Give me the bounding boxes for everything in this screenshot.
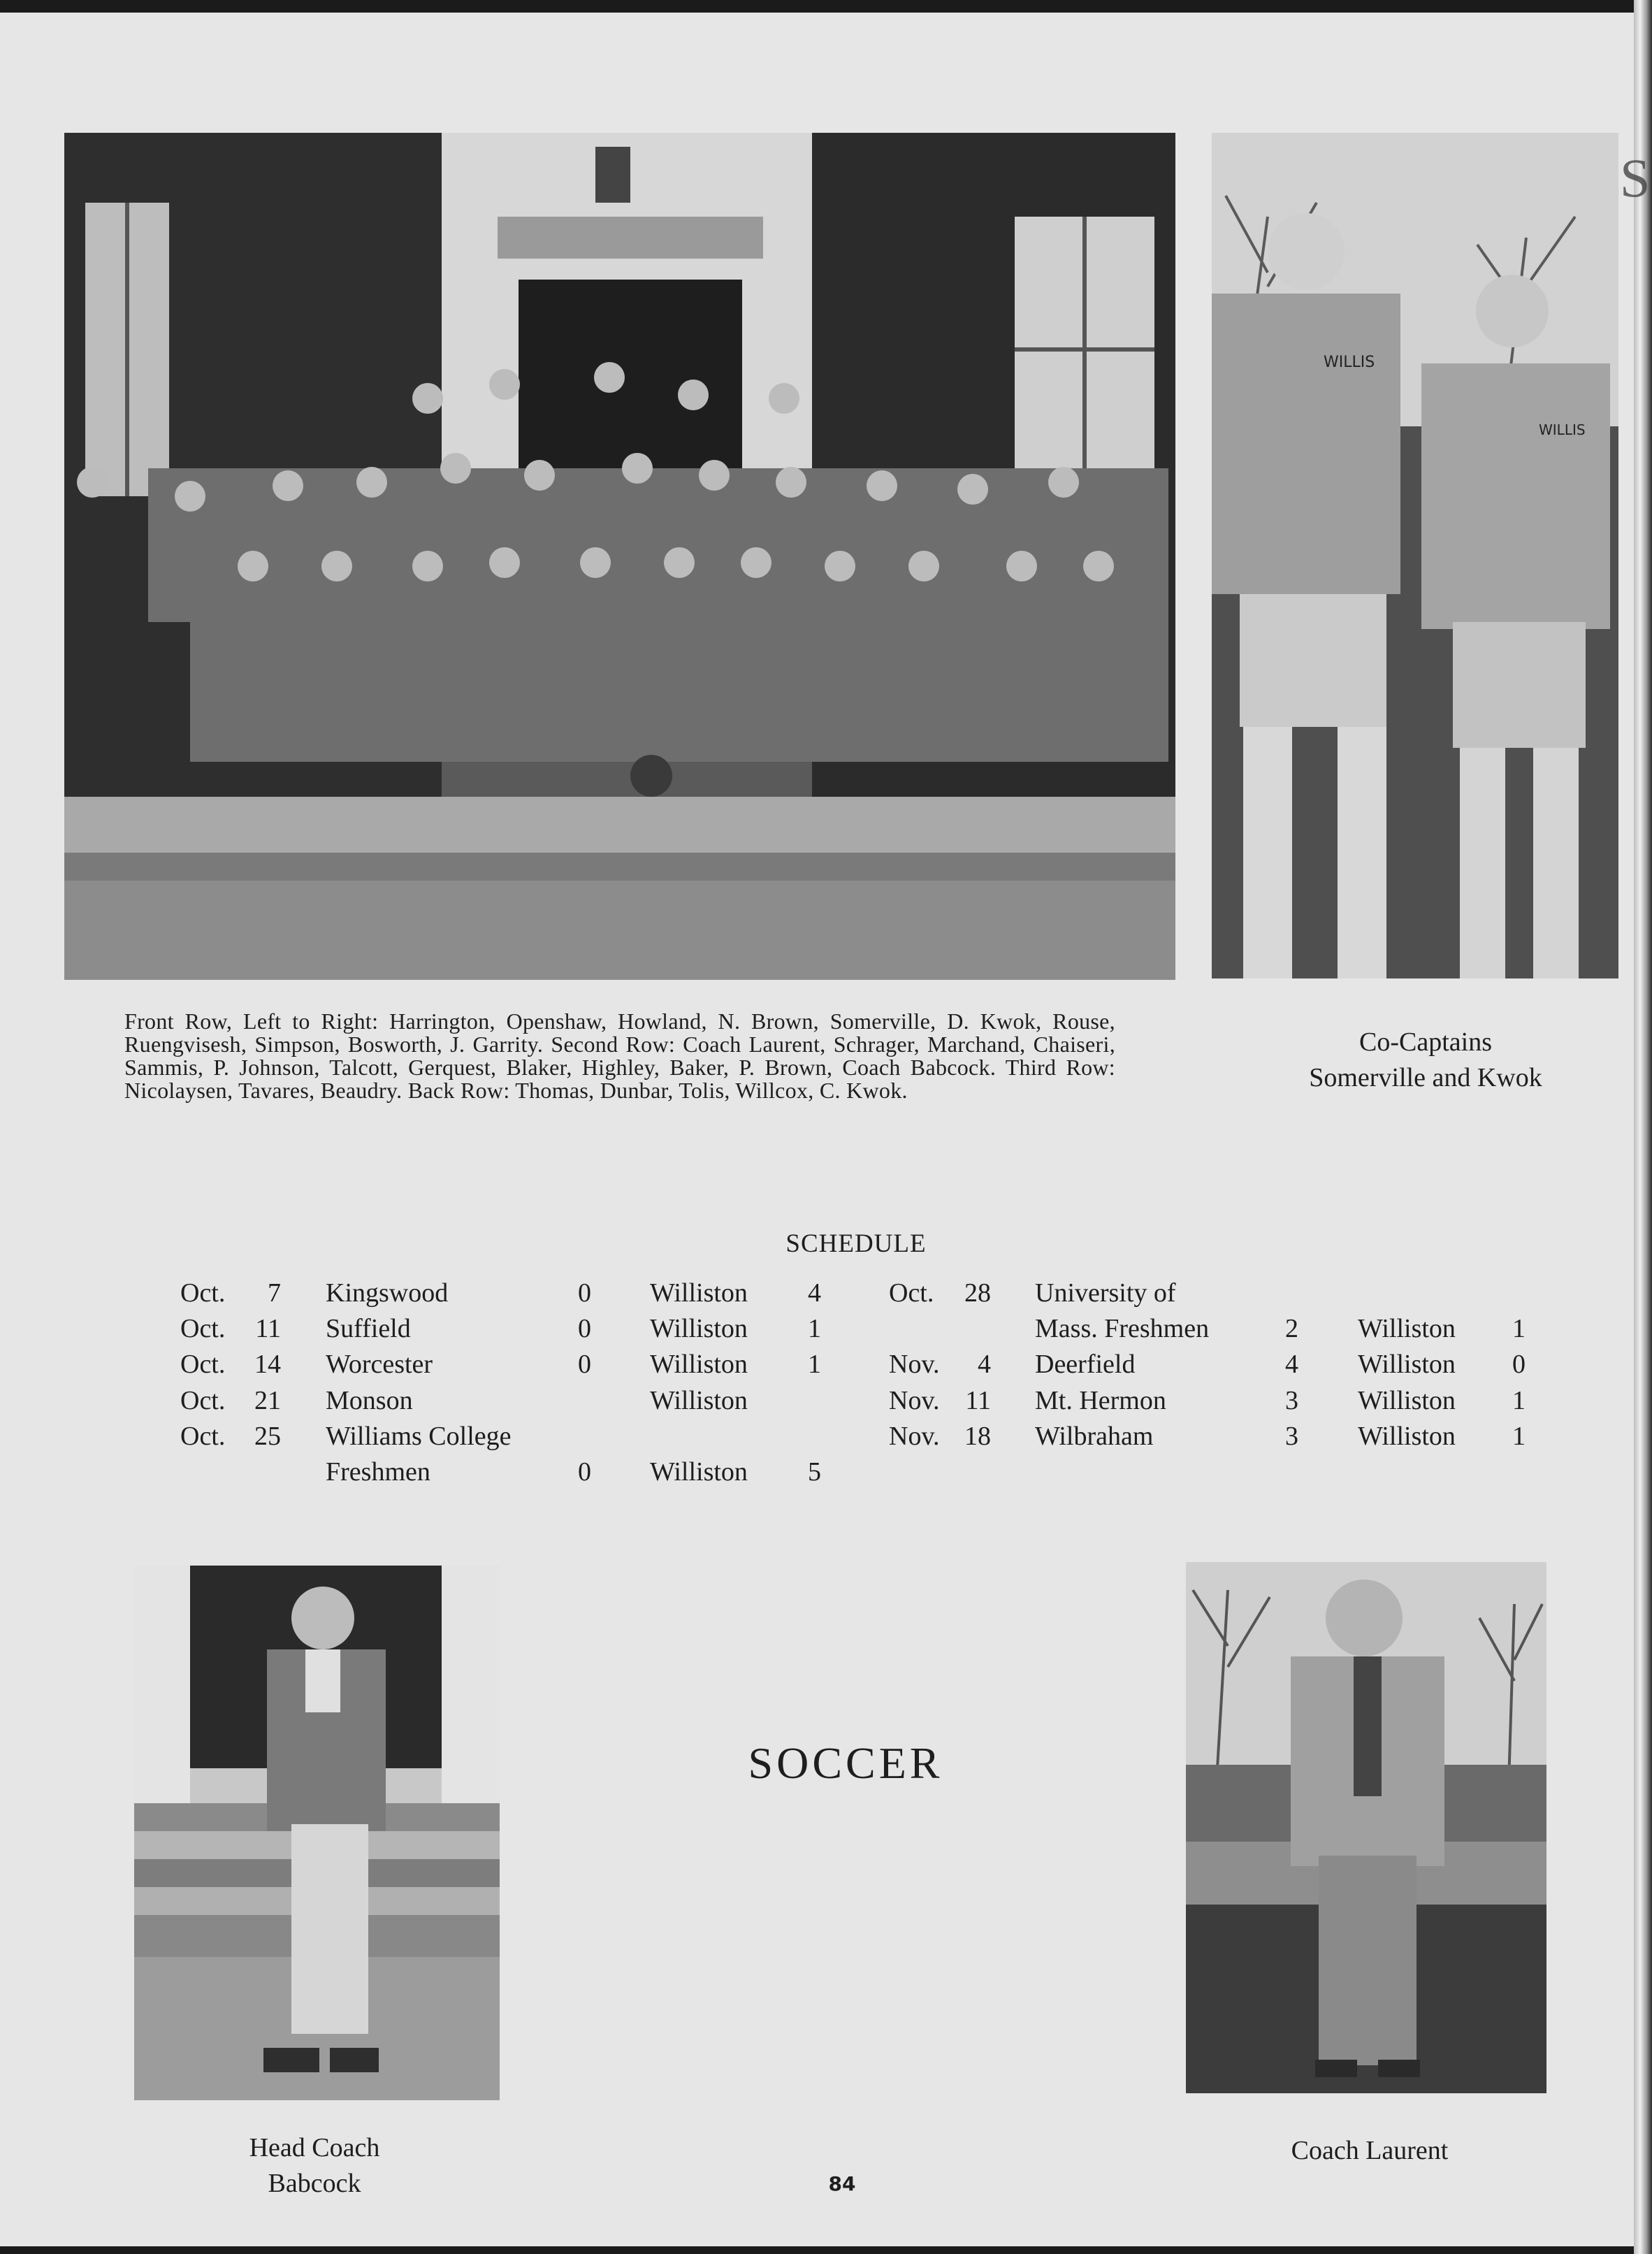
page-edge — [1634, 0, 1652, 2254]
caption-line: Somerville and Kwok — [1309, 1063, 1542, 1092]
game-month: Oct. — [180, 1278, 226, 1308]
game-school-score: 1 — [1512, 1385, 1526, 1415]
jersey-text-left: WILLIS — [1324, 354, 1375, 371]
co-captains-photo — [1212, 133, 1618, 978]
game-school-score: 1 — [808, 1314, 821, 1344]
game-opponent-score: 0 — [578, 1457, 591, 1487]
caption-line: Babcock — [268, 2169, 361, 2198]
game-school: Williston — [1358, 1314, 1456, 1344]
jersey-text-right: WILLIS — [1539, 421, 1586, 438]
game-opponent: Kingswood — [326, 1278, 449, 1308]
game-school-score: 5 — [808, 1457, 821, 1487]
coach-laurent-photo — [1186, 1562, 1546, 2093]
caption-line: Head Coach — [249, 2133, 380, 2162]
game-opponent: Mass. Freshmen — [1035, 1314, 1210, 1344]
game-day: 11 — [255, 1314, 281, 1344]
game-school: Williston — [1358, 1385, 1456, 1415]
yearbook-page — [0, 13, 1635, 2246]
caption-line: P. Brown, Coach Babcock. Third Row: Nicolaysen, Tavares, Beaudry. Back Row: Thomas, — [124, 1055, 1115, 1103]
game-month: Oct. — [180, 1385, 226, 1415]
caption-line: Dunbar, Tolis, Willcox, C. Kwok. — [600, 1078, 908, 1103]
game-day: 28 — [964, 1278, 991, 1308]
game-opponent-score: 0 — [578, 1314, 591, 1344]
caption-line: Co-Captains — [1359, 1027, 1492, 1057]
game-opponent: Freshmen — [326, 1457, 430, 1487]
game-day: 11 — [965, 1385, 991, 1415]
game-opponent: Suffield — [326, 1314, 411, 1344]
game-school: Williston — [650, 1385, 748, 1415]
game-school-score: 1 — [1512, 1421, 1526, 1451]
adjacent-page-fragment: S — [1620, 147, 1651, 208]
game-day: 25 — [254, 1421, 281, 1451]
game-opponent: Williams College — [326, 1421, 512, 1451]
coach-laurent-caption — [1251, 2133, 1488, 2169]
co-captains-caption — [1251, 1025, 1600, 1096]
schedule-title: SCHEDULE — [785, 1229, 927, 1258]
game-opponent-score: 4 — [1285, 1350, 1298, 1380]
game-month: Oct. — [180, 1421, 226, 1451]
game-school-score: 4 — [808, 1278, 821, 1308]
game-month: Nov. — [889, 1350, 940, 1380]
game-month: Oct. — [889, 1278, 934, 1308]
game-school: Williston — [650, 1350, 748, 1380]
head-coach-photo — [134, 1566, 500, 2100]
game-opponent-score: 0 — [578, 1278, 591, 1308]
game-school-score: 1 — [1512, 1314, 1526, 1344]
page-title: SOCCER — [748, 1738, 943, 1788]
game-opponent: University of — [1035, 1278, 1176, 1308]
game-day: 21 — [254, 1385, 281, 1415]
game-opponent: Deerfield — [1035, 1350, 1136, 1380]
game-opponent: Wilbraham — [1035, 1421, 1154, 1451]
team-photo — [64, 133, 1175, 980]
game-day: 14 — [254, 1350, 281, 1380]
game-opponent-score: 3 — [1285, 1421, 1298, 1451]
game-opponent-score: 3 — [1285, 1385, 1298, 1415]
team-photo-caption — [124, 1010, 1115, 1102]
caption-line: Kwok, Rouse, Ruengvisesh, Simpson, Bosworth, J. Garrity. Second Row: Coach Laurent, — [124, 1009, 1115, 1057]
game-month: Nov. — [889, 1421, 940, 1451]
game-school: Williston — [650, 1278, 748, 1308]
game-school: Williston — [1358, 1350, 1456, 1380]
game-opponent-score: 2 — [1285, 1314, 1298, 1344]
game-day: 4 — [978, 1350, 991, 1380]
game-opponent: Monson — [326, 1385, 413, 1415]
game-opponent: Mt. Hermon — [1035, 1385, 1166, 1415]
head-coach-caption — [203, 2130, 426, 2202]
game-school-score: 0 — [1512, 1350, 1526, 1380]
game-school: Williston — [650, 1314, 748, 1344]
page-number: 84 — [828, 2172, 856, 2195]
game-school: Williston — [650, 1457, 748, 1487]
game-month: Oct. — [180, 1350, 226, 1380]
game-school: Williston — [1358, 1421, 1456, 1451]
caption-line: Schrager, Marchand, Chaiseri, Sammis, P. Johnson, Talcott, Gerquest, Blaker, Highley, Baker, — [124, 1032, 1115, 1080]
game-school-score: 1 — [808, 1350, 821, 1380]
game-month: Nov. — [889, 1385, 940, 1415]
game-day: 7 — [268, 1278, 281, 1308]
caption-line: Coach Laurent — [1291, 2136, 1449, 2165]
game-month: Oct. — [180, 1314, 226, 1344]
game-opponent-score: 0 — [578, 1350, 591, 1380]
caption-line: Front Row, Left to Right: Harrington, Openshaw, Howland, N. Brown, Somerville, D. — [124, 1009, 969, 1034]
game-opponent: Worcester — [326, 1350, 433, 1380]
game-day: 18 — [964, 1421, 991, 1451]
